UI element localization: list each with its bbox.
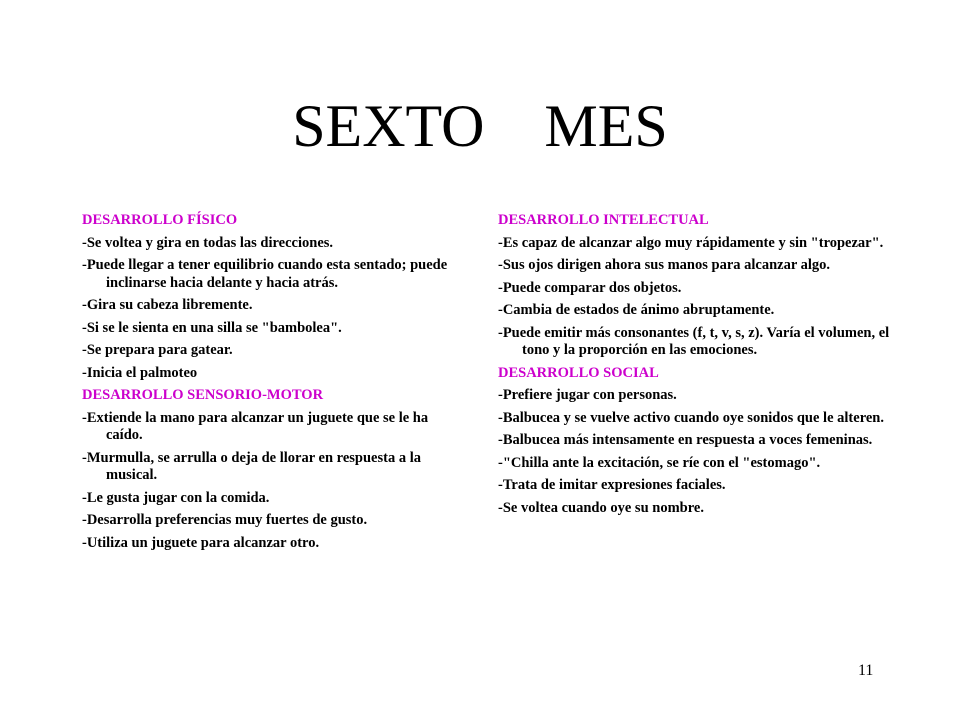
right-column: [498, 212, 893, 522]
slide-title: SEXTO MES: [292, 93, 668, 159]
list-item: -Puede llegar a tener equilibrio cuando esta sentado; puede inclinarse hacia delante y hacia atrás.: [82, 257, 448, 291]
section-heading-fisico: DESARROLLO FÍSICO: [82, 212, 238, 228]
section-heading-intelectual: DESARROLLO INTELECTUAL: [498, 212, 709, 228]
list-item: -Balbucea y se vuelve activo cuando oye sonidos que le alteren.: [498, 409, 884, 426]
list-item: -Puede emitir más consonantes (f, t, v, s, z). Varía el volumen, el tono y la proporción en las emociones.: [498, 324, 890, 358]
list-item: -"Chilla ante la excitación, se ríe con el "estomago".: [498, 454, 821, 471]
list-item: -Le gusta jugar con la comida.: [82, 489, 270, 506]
list-item: -Extiende la mano para alcanzar un juguete que se le ha caído.: [82, 409, 429, 443]
list-item: -Balbucea más intensamente en respuesta a voces femeninas.: [498, 432, 873, 448]
list-item: -Utiliza un juguete para alcanzar otro.: [82, 534, 320, 551]
list-item: -Trata de imitar expresiones faciales.: [498, 477, 726, 493]
list-item: -Se prepara para gatear.: [82, 342, 233, 358]
list-item: -Inicia el palmoteo: [82, 364, 198, 381]
section-heading-social: DESARROLLO SOCIAL: [498, 364, 659, 381]
list-item: -Se voltea y gira en todas las direcciones.: [82, 234, 334, 251]
list-item: -Murmulla, se arrulla o deja de llorar en respuesta a la musical.: [82, 449, 421, 483]
list-item: -Sus ojos dirigen ahora sus manos para alcanzar algo.: [498, 257, 831, 273]
list-item: -Se voltea cuando oye su nombre.: [498, 499, 704, 516]
list-item: -Si se le sienta en una silla se "bambolea".: [82, 319, 342, 336]
section-heading-sensorio-motor: DESARROLLO SENSORIO-MOTOR: [82, 387, 324, 403]
page-number: 11: [858, 662, 874, 679]
list-item: -Puede comparar dos objetos.: [498, 279, 682, 296]
left-column: [82, 212, 467, 557]
list-item: -Gira su cabeza libremente.: [82, 297, 253, 313]
list-item: -Desarrolla preferencias muy fuertes de gusto.: [82, 512, 368, 528]
list-item: -Es capaz de alcanzar algo muy rápidamente y sin "tropezar".: [498, 234, 884, 251]
list-item: -Cambia de estados de ánimo abruptamente.: [498, 302, 775, 318]
list-item: -Prefiere jugar con personas.: [498, 387, 677, 403]
